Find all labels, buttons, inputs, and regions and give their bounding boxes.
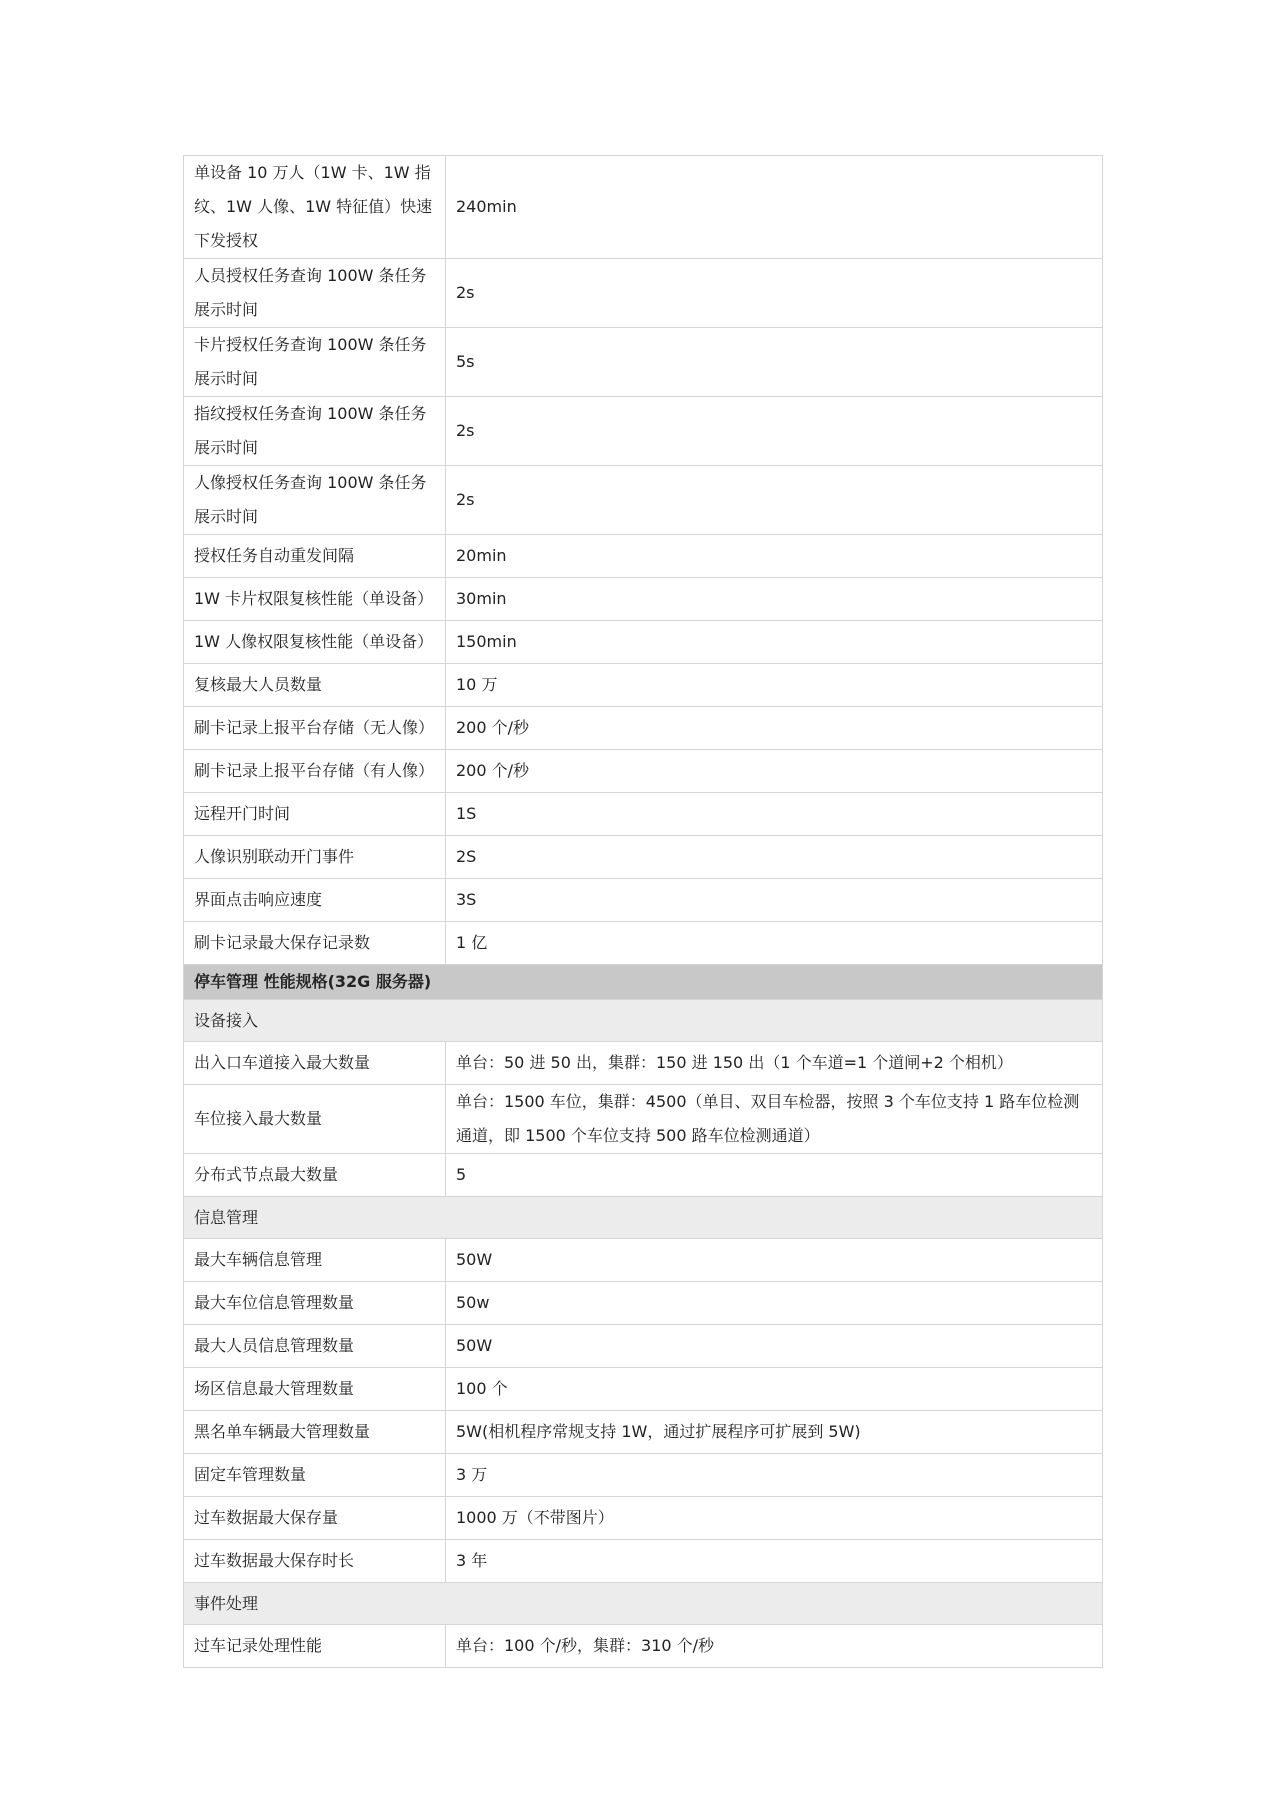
spec-value: 1S <box>446 793 1103 836</box>
table-row <box>184 156 1103 259</box>
spec-value: 10 万 <box>446 664 1103 707</box>
table-row <box>184 1411 1103 1454</box>
spec-label: 刷卡记录上报平台存储（有人像） <box>184 750 446 793</box>
spec-label: 过车数据最大保存量 <box>184 1497 446 1540</box>
spec-table <box>183 155 1103 1668</box>
spec-label: 刷卡记录最大保存记录数 <box>184 922 446 965</box>
spec-value: 240min <box>446 156 1103 259</box>
spec-label: 最大人员信息管理数量 <box>184 1325 446 1368</box>
spec-label: 远程开门时间 <box>184 793 446 836</box>
table-row <box>184 621 1103 664</box>
spec-value: 150min <box>446 621 1103 664</box>
spec-value: 单台：1500 车位，集群：4500（单目、双目车检器，按照 3 个车位支持 1 路车位检测通道，即 1500 个车位支持 500 路车位检测通道） <box>446 1085 1103 1154</box>
table-row <box>184 1625 1103 1668</box>
table-row <box>184 1368 1103 1411</box>
table-row <box>184 1282 1103 1325</box>
spec-label: 分布式节点最大数量 <box>184 1154 446 1197</box>
spec-value: 单台：50 进 50 出，集群：150 进 150 出（1 个车道=1 个道闸+2 个相机） <box>446 1042 1103 1085</box>
spec-label: 人像授权任务查询 100W 条任务展示时间 <box>184 466 446 535</box>
subsection-header-row <box>184 1000 1103 1042</box>
spec-value: 5W(相机程序常规支持 1W，通过扩展程序可扩展到 5W) <box>446 1411 1103 1454</box>
table-row <box>184 793 1103 836</box>
spec-value: 50w <box>446 1282 1103 1325</box>
table-row <box>184 1085 1103 1154</box>
spec-label: 最大车位信息管理数量 <box>184 1282 446 1325</box>
table-row <box>184 328 1103 397</box>
table-row <box>184 836 1103 879</box>
spec-label: 单设备 10 万人（1W 卡、1W 指纹、1W 人像、1W 特征值）快速下发授权 <box>184 156 446 259</box>
table-row <box>184 1540 1103 1583</box>
section-header-row <box>184 965 1103 1000</box>
spec-label: 卡片授权任务查询 100W 条任务展示时间 <box>184 328 446 397</box>
table-row <box>184 1042 1103 1085</box>
table-row <box>184 922 1103 965</box>
subsection-header-row <box>184 1197 1103 1239</box>
spec-value: 2S <box>446 836 1103 879</box>
spec-value: 单台：100 个/秒，集群：310 个/秒 <box>446 1625 1103 1668</box>
spec-label: 1W 卡片权限复核性能（单设备） <box>184 578 446 621</box>
table-row <box>184 707 1103 750</box>
table-row <box>184 259 1103 328</box>
subsection-title: 设备接入 <box>184 1000 1103 1042</box>
spec-label: 最大车辆信息管理 <box>184 1239 446 1282</box>
spec-label: 人像识别联动开门事件 <box>184 836 446 879</box>
table-row <box>184 1325 1103 1368</box>
spec-label: 授权任务自动重发间隔 <box>184 535 446 578</box>
table-row <box>184 1454 1103 1497</box>
spec-label: 刷卡记录上报平台存储（无人像） <box>184 707 446 750</box>
spec-label: 指纹授权任务查询 100W 条任务展示时间 <box>184 397 446 466</box>
spec-value: 1 亿 <box>446 922 1103 965</box>
table-row <box>184 664 1103 707</box>
spec-value: 1000 万（不带图片） <box>446 1497 1103 1540</box>
spec-value: 50W <box>446 1239 1103 1282</box>
spec-label: 黑名单车辆最大管理数量 <box>184 1411 446 1454</box>
subsection-title: 事件处理 <box>184 1583 1103 1625</box>
spec-label: 出入口车道接入最大数量 <box>184 1042 446 1085</box>
spec-label: 过车数据最大保存时长 <box>184 1540 446 1583</box>
spec-label: 复核最大人员数量 <box>184 664 446 707</box>
spec-value: 200 个/秒 <box>446 750 1103 793</box>
spec-label: 车位接入最大数量 <box>184 1085 446 1154</box>
spec-label: 过车记录处理性能 <box>184 1625 446 1668</box>
spec-value: 2s <box>446 397 1103 466</box>
spec-value: 30min <box>446 578 1103 621</box>
section-title: 停车管理 性能规格(32G 服务器) <box>184 965 1103 1000</box>
table-row <box>184 466 1103 535</box>
subsection-title: 信息管理 <box>184 1197 1103 1239</box>
spec-label: 固定车管理数量 <box>184 1454 446 1497</box>
table-row <box>184 1497 1103 1540</box>
table-row <box>184 1239 1103 1282</box>
spec-value: 50W <box>446 1325 1103 1368</box>
spec-value: 3 万 <box>446 1454 1103 1497</box>
spec-value: 2s <box>446 466 1103 535</box>
spec-value: 20min <box>446 535 1103 578</box>
table-row <box>184 750 1103 793</box>
subsection-header-row <box>184 1583 1103 1625</box>
spec-value: 5 <box>446 1154 1103 1197</box>
spec-value: 100 个 <box>446 1368 1103 1411</box>
spec-label: 1W 人像权限复核性能（单设备） <box>184 621 446 664</box>
spec-label: 场区信息最大管理数量 <box>184 1368 446 1411</box>
table-row <box>184 535 1103 578</box>
spec-value: 200 个/秒 <box>446 707 1103 750</box>
table-row <box>184 879 1103 922</box>
spec-label: 界面点击响应速度 <box>184 879 446 922</box>
table-row <box>184 1154 1103 1197</box>
spec-value: 5s <box>446 328 1103 397</box>
spec-value: 3S <box>446 879 1103 922</box>
spec-value: 3 年 <box>446 1540 1103 1583</box>
spec-value: 2s <box>446 259 1103 328</box>
table-row <box>184 397 1103 466</box>
table-row <box>184 578 1103 621</box>
spec-label: 人员授权任务查询 100W 条任务展示时间 <box>184 259 446 328</box>
